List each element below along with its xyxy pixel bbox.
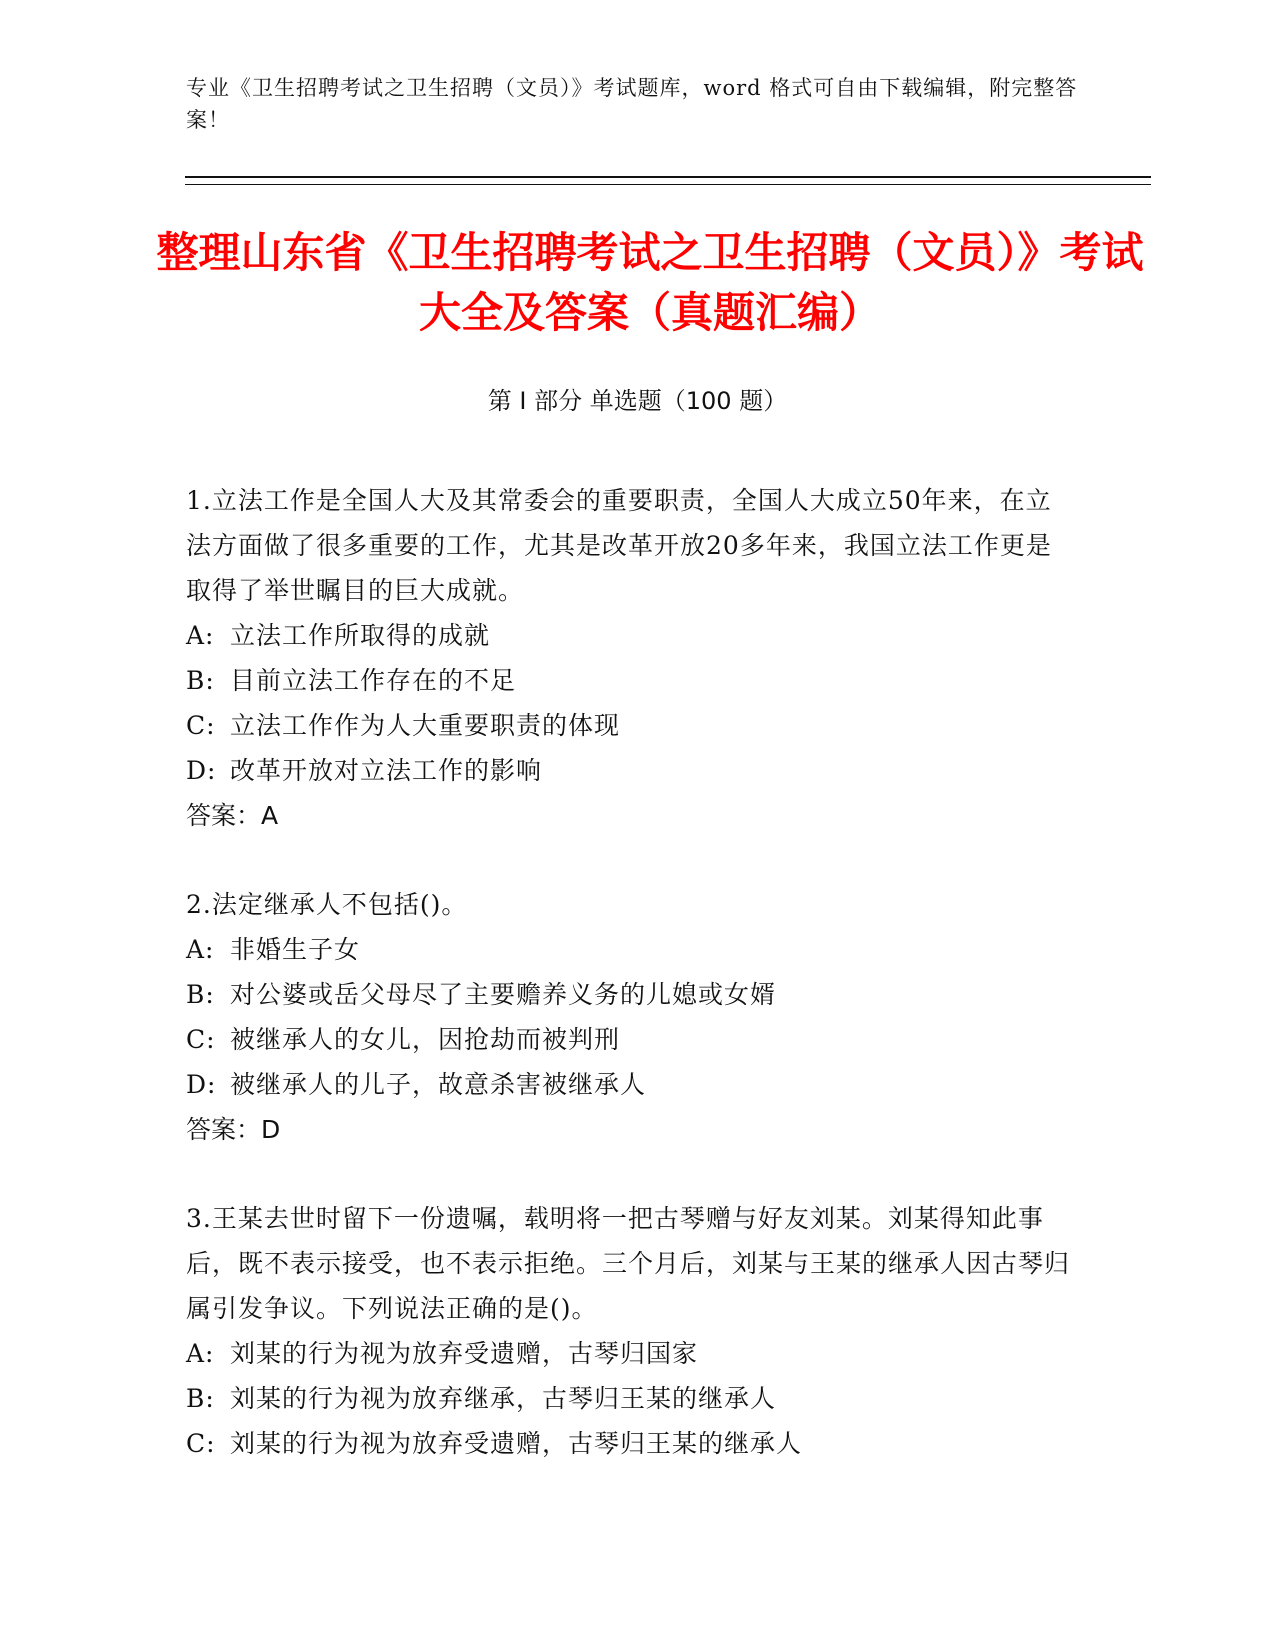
option-b — [186, 658, 1076, 703]
option-b — [186, 1376, 1076, 1421]
option-letter: B: — [186, 1384, 215, 1413]
answer-line: 答案：A — [186, 801, 279, 830]
option-text: 被继承人的女儿，因抢劫而被判刑 — [230, 1025, 621, 1054]
option-d — [186, 1062, 1076, 1107]
option-a — [186, 613, 1076, 658]
question-stem: 2.法定继承人不包括()。 — [186, 890, 468, 919]
option-text: 目前立法工作存在的不足 — [230, 666, 517, 695]
option-text: 立法工作作为人大重要职责的体现 — [230, 711, 621, 740]
option-b — [186, 972, 1076, 1017]
option-c — [186, 1017, 1076, 1062]
document-title: 整理山东省《卫生招聘考试之卫生招聘（文员）》考试大全及答案（真题汇编） — [156, 228, 1144, 337]
question-1 — [186, 478, 1076, 838]
question-2 — [186, 882, 1076, 1152]
section-heading: 第 I 部分 单选题（100 题） — [487, 387, 788, 415]
header-divider — [185, 176, 1151, 178]
header-divider-thin — [185, 184, 1151, 185]
option-text: 非婚生子女 — [230, 935, 361, 964]
option-text: 刘某的行为视为放弃继承，古琴归王某的继承人 — [230, 1384, 777, 1413]
option-letter: A: — [186, 621, 215, 650]
question-list — [186, 478, 1076, 1510]
option-letter: C: — [186, 1025, 216, 1054]
option-text: 被继承人的儿子，故意杀害被继承人 — [230, 1070, 647, 1099]
option-letter: C: — [186, 1429, 216, 1458]
header-note: 专业《卫生招聘考试之卫生招聘（文员）》考试题库，word 格式可自由下载编辑，附完整答案！ — [186, 76, 1078, 132]
option-text: 刘某的行为视为放弃受遗赠，古琴归国家 — [230, 1339, 699, 1368]
option-letter: B: — [186, 666, 215, 695]
option-a — [186, 927, 1076, 972]
option-letter: A: — [186, 935, 215, 964]
option-a — [186, 1331, 1076, 1376]
option-text: 刘某的行为视为放弃受遗赠，古琴归王某的继承人 — [230, 1429, 803, 1458]
option-letter: A: — [186, 1339, 215, 1368]
question-stem: 1.立法工作是全国人大及其常委会的重要职责，全国人大成立50年来，在立法方面做了很多重要的工作，尤其是改革开放20多年来，我国立法工作更是取得了举世瞩目的巨大成就。 — [186, 486, 1052, 605]
option-c — [186, 703, 1076, 748]
option-text: 立法工作所取得的成就 — [230, 621, 491, 650]
option-letter: B: — [186, 980, 215, 1009]
option-text: 改革开放对立法工作的影响 — [230, 756, 543, 785]
option-text: 对公婆或岳父母尽了主要赡养义务的儿媳或女婿 — [230, 980, 777, 1009]
option-letter: C: — [186, 711, 216, 740]
option-letter: D: — [186, 1070, 217, 1099]
option-c — [186, 1421, 1076, 1466]
option-d — [186, 748, 1076, 793]
answer-line: 答案：D — [186, 1115, 281, 1144]
question-stem: 3.王某去世时留下一份遗嘱，载明将一把古琴赠与好友刘某。刘某得知此事后，既不表示接受，也不表示拒绝。三个月后，刘某与王某的继承人因古琴归属引发争议。下列说法正确的是()。 — [186, 1204, 1071, 1323]
question-3 — [186, 1196, 1076, 1466]
option-letter: D: — [186, 756, 217, 785]
